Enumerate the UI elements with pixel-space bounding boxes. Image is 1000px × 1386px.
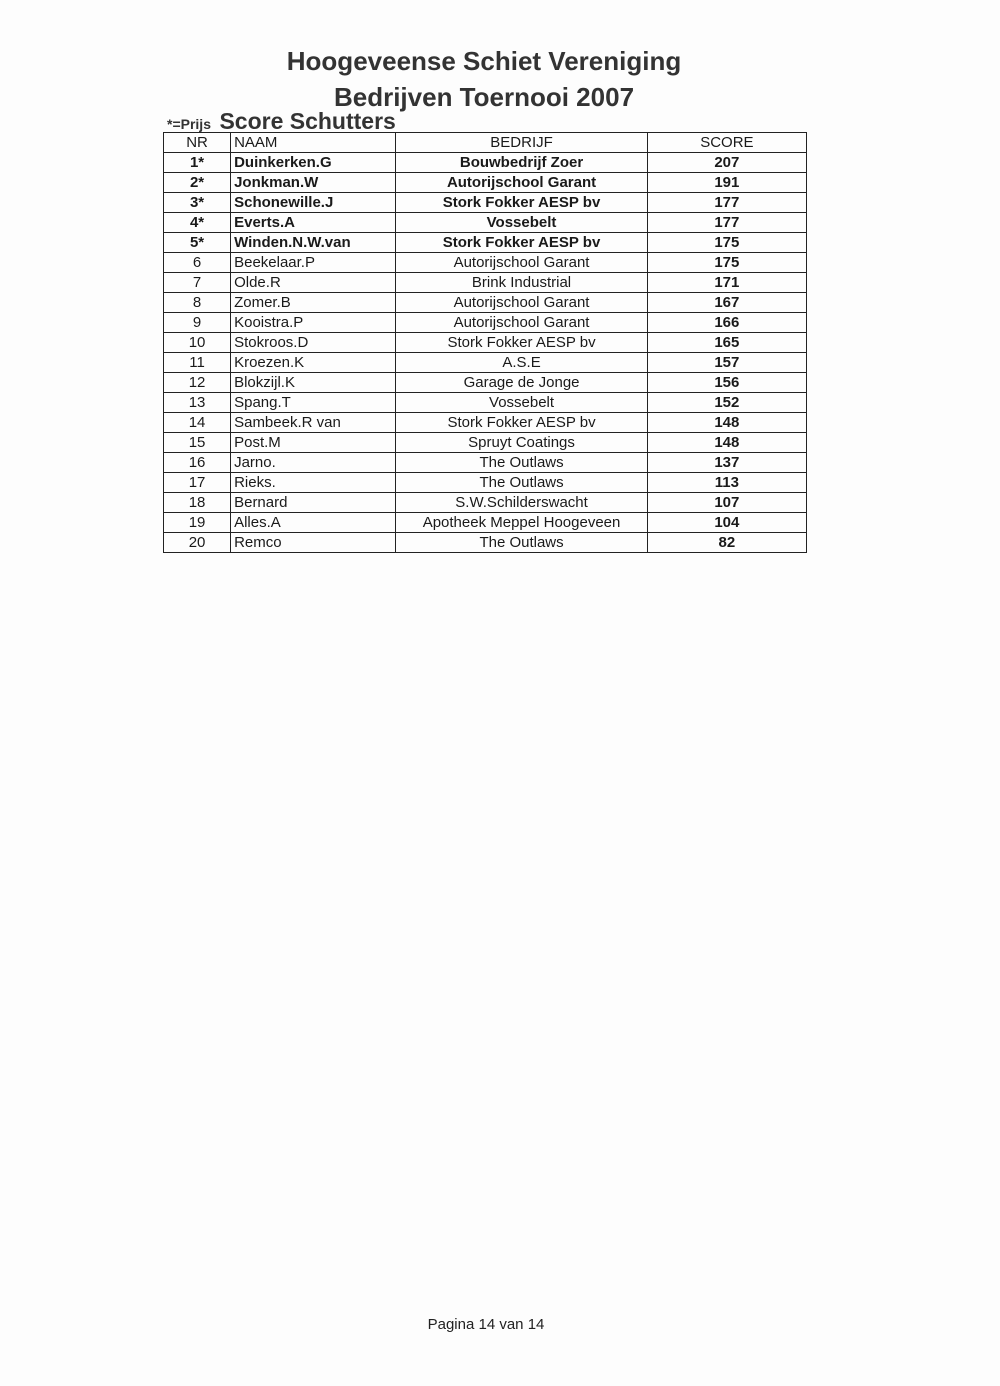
cell-nr: 13 xyxy=(164,393,231,413)
cell-naam: Kroezen.K xyxy=(231,353,396,373)
cell-bedrijf: Garage de Jonge xyxy=(396,373,647,393)
cell-score: 148 xyxy=(647,433,806,453)
section-header xyxy=(167,108,396,134)
cell-score: 157 xyxy=(647,353,806,373)
cell-naam: Winden.N.W.van xyxy=(231,233,396,253)
prize-legend: *=Prijs xyxy=(167,116,211,132)
cell-score: 156 xyxy=(647,373,806,393)
cell-naam: Remco xyxy=(231,533,396,553)
cell-naam: Bernard xyxy=(231,493,396,513)
cell-nr: 9 xyxy=(164,313,231,333)
cell-naam: Blokzijl.K xyxy=(231,373,396,393)
cell-score: 104 xyxy=(647,513,806,533)
cell-bedrijf: Autorijschool Garant xyxy=(396,293,647,313)
cell-naam: Jarno. xyxy=(231,453,396,473)
cell-nr: 12 xyxy=(164,373,231,393)
cell-nr: 20 xyxy=(164,533,231,553)
cell-naam: Sambeek.R van xyxy=(231,413,396,433)
cell-bedrijf: Vossebelt xyxy=(396,213,647,233)
cell-score: 175 xyxy=(647,233,806,253)
table-row xyxy=(164,253,807,273)
cell-nr: 8 xyxy=(164,293,231,313)
cell-naam: Alles.A xyxy=(231,513,396,533)
cell-nr: 15 xyxy=(164,433,231,453)
page-number: Pagina 14 van 14 xyxy=(427,1316,545,1333)
cell-score: 148 xyxy=(647,413,806,433)
cell-bedrijf: Brink Industrial xyxy=(396,273,647,293)
cell-nr: 19 xyxy=(164,513,231,533)
document-title: Hoogeveense Schiet Vereniging xyxy=(286,46,682,76)
table-row xyxy=(164,493,807,513)
cell-bedrijf: Stork Fokker AESP bv xyxy=(396,233,647,253)
table-row xyxy=(164,333,807,353)
table-row xyxy=(164,413,807,433)
cell-naam: Jonkman.W xyxy=(231,173,396,193)
table-row xyxy=(164,293,807,313)
cell-nr: 5* xyxy=(164,233,231,253)
cell-bedrijf: The Outlaws xyxy=(396,533,647,553)
cell-nr: 6 xyxy=(164,253,231,273)
cell-nr: 16 xyxy=(164,453,231,473)
cell-naam: Spang.T xyxy=(231,393,396,413)
cell-bedrijf: Autorijschool Garant xyxy=(396,253,647,273)
cell-score: 165 xyxy=(647,333,806,353)
cell-naam: Duinkerken.G xyxy=(231,153,396,173)
cell-naam: Beekelaar.P xyxy=(231,253,396,273)
table-row xyxy=(164,453,807,473)
cell-nr: 17 xyxy=(164,473,231,493)
cell-naam: Stokroos.D xyxy=(231,333,396,353)
cell-bedrijf: Apotheek Meppel Hoogeveen xyxy=(396,513,647,533)
table-row xyxy=(164,433,807,453)
scores-table xyxy=(163,132,807,553)
cell-nr: 3* xyxy=(164,193,231,213)
column-header-naam: NAAM xyxy=(231,133,396,153)
cell-naam: Zomer.B xyxy=(231,293,396,313)
cell-score: 207 xyxy=(647,153,806,173)
cell-score: 177 xyxy=(647,193,806,213)
table-body xyxy=(164,153,807,553)
cell-bedrijf: The Outlaws xyxy=(396,473,647,493)
cell-score: 177 xyxy=(647,213,806,233)
table-row xyxy=(164,153,807,173)
cell-score: 137 xyxy=(647,453,806,473)
cell-score: 166 xyxy=(647,313,806,333)
cell-naam: Everts.A xyxy=(231,213,396,233)
cell-nr: 10 xyxy=(164,333,231,353)
cell-nr: 11 xyxy=(164,353,231,373)
table-row xyxy=(164,213,807,233)
cell-score: 191 xyxy=(647,173,806,193)
table-row xyxy=(164,273,807,293)
column-header-nr: NR xyxy=(164,133,231,153)
document-subtitle: Bedrijven Toernooi 2007 xyxy=(333,82,635,112)
table-row xyxy=(164,193,807,213)
cell-bedrijf: Autorijschool Garant xyxy=(396,173,647,193)
cell-score: 175 xyxy=(647,253,806,273)
cell-bedrijf: Stork Fokker AESP bv xyxy=(396,193,647,213)
cell-score: 167 xyxy=(647,293,806,313)
cell-score: 82 xyxy=(647,533,806,553)
table-row xyxy=(164,473,807,493)
table-row xyxy=(164,373,807,393)
table-row xyxy=(164,233,807,253)
column-header-score: SCORE xyxy=(647,133,806,153)
cell-bedrijf: Stork Fokker AESP bv xyxy=(396,413,647,433)
cell-bedrijf: Autorijschool Garant xyxy=(396,313,647,333)
cell-nr: 2* xyxy=(164,173,231,193)
section-title: Score Schutters xyxy=(219,108,396,134)
cell-score: 152 xyxy=(647,393,806,413)
table-row xyxy=(164,533,807,553)
cell-bedrijf: The Outlaws xyxy=(396,453,647,473)
cell-nr: 4* xyxy=(164,213,231,233)
cell-bedrijf: S.W.Schilderswacht xyxy=(396,493,647,513)
cell-bedrijf: Bouwbedrijf Zoer xyxy=(396,153,647,173)
cell-score: 171 xyxy=(647,273,806,293)
table-header-row xyxy=(164,133,807,153)
cell-score: 107 xyxy=(647,493,806,513)
column-header-bedrijf: BEDRIJF xyxy=(396,133,647,153)
table-row xyxy=(164,513,807,533)
cell-nr: 14 xyxy=(164,413,231,433)
cell-naam: Kooistra.P xyxy=(231,313,396,333)
cell-nr: 1* xyxy=(164,153,231,173)
cell-naam: Schonewille.J xyxy=(231,193,396,213)
table-row xyxy=(164,173,807,193)
table-row xyxy=(164,393,807,413)
table-row xyxy=(164,353,807,373)
cell-bedrijf: Stork Fokker AESP bv xyxy=(396,333,647,353)
cell-nr: 18 xyxy=(164,493,231,513)
cell-bedrijf: A.S.E xyxy=(396,353,647,373)
cell-naam: Rieks. xyxy=(231,473,396,493)
cell-naam: Post.M xyxy=(231,433,396,453)
cell-score: 113 xyxy=(647,473,806,493)
cell-naam: Olde.R xyxy=(231,273,396,293)
cell-bedrijf: Spruyt Coatings xyxy=(396,433,647,453)
table-row xyxy=(164,313,807,333)
cell-nr: 7 xyxy=(164,273,231,293)
cell-bedrijf: Vossebelt xyxy=(396,393,647,413)
